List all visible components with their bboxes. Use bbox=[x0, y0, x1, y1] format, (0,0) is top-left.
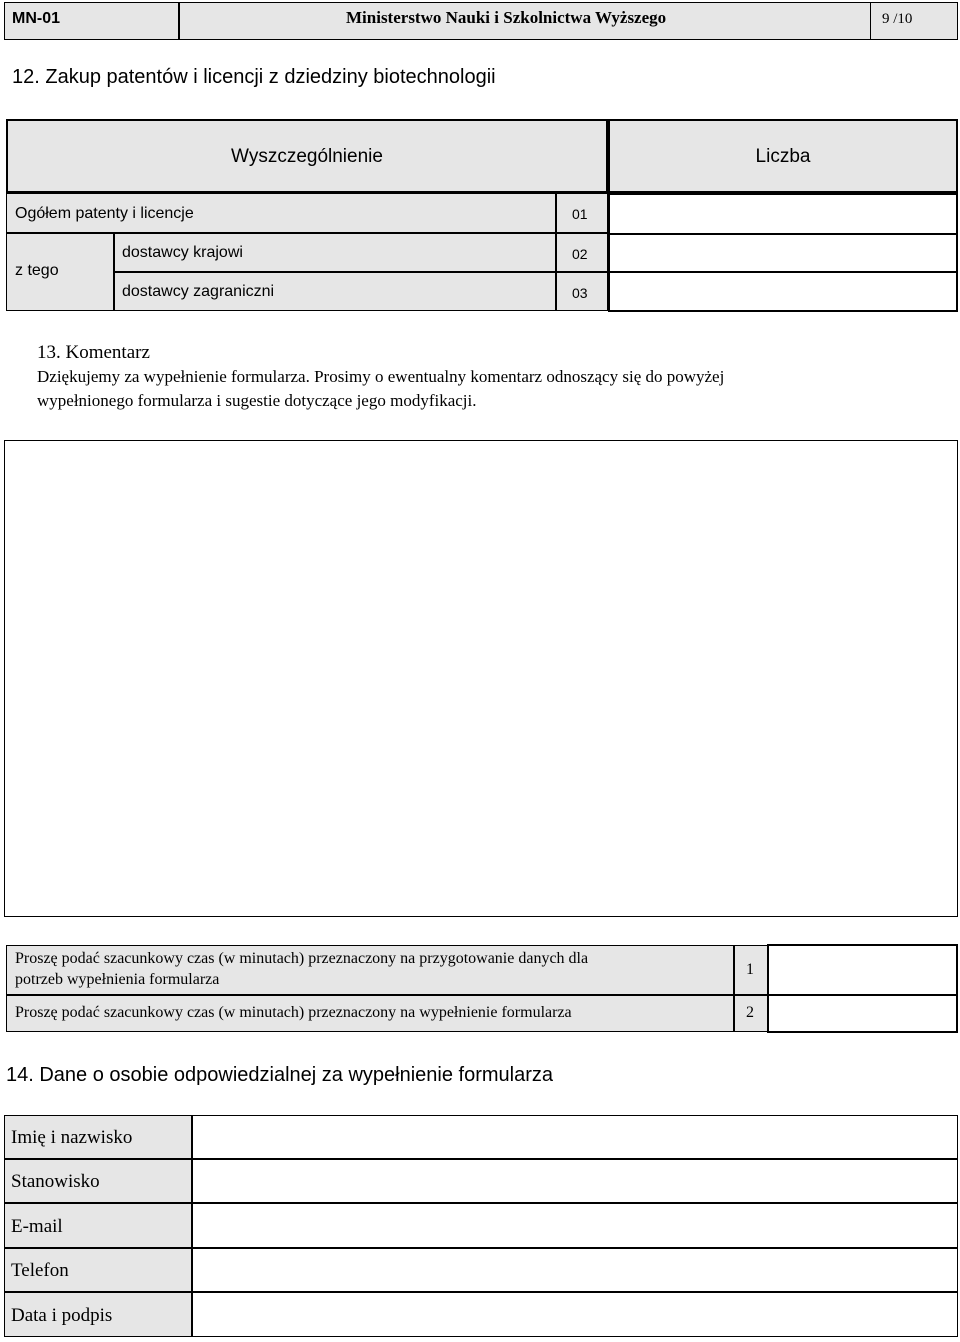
time-q1-input[interactable] bbox=[767, 944, 958, 996]
col-count-label: Liczba bbox=[755, 146, 811, 167]
field-name-label-cell bbox=[4, 1115, 192, 1159]
section14-title: 14. Dane o osobie odpowiedzialnej za wypełnienie formularza bbox=[6, 1064, 554, 1086]
field-position-input[interactable] bbox=[192, 1159, 958, 1203]
field-email-label: E-mail bbox=[11, 1216, 63, 1237]
field-date-input[interactable] bbox=[192, 1292, 958, 1337]
field-phone-label-cell bbox=[4, 1248, 192, 1292]
time-q2-num-cell bbox=[734, 995, 768, 1032]
time-q2-cell bbox=[6, 995, 734, 1032]
row-02-label: dostawcy krajowi bbox=[122, 244, 243, 261]
section12-header-count bbox=[608, 119, 958, 193]
field-position-label-cell bbox=[4, 1159, 192, 1203]
row-03-label: dostawcy zagraniczni bbox=[122, 283, 275, 300]
comment-textarea[interactable] bbox=[4, 440, 958, 917]
section12-title: 12. Zakup patentów i licencji z dziedziny biotechnologii bbox=[12, 66, 496, 88]
field-phone-label: Telefon bbox=[11, 1260, 69, 1281]
time-q1-line1: Proszę podać szacunkowy czas (w minutach) przeznaczony na przygotowanie danych dla bbox=[15, 950, 589, 967]
form-code: MN-01 bbox=[12, 10, 61, 27]
page-number: 9 /10 bbox=[882, 11, 913, 27]
row-01-code: 01 bbox=[572, 206, 588, 222]
row-01-code-cell bbox=[556, 193, 608, 233]
row-02-label-cell bbox=[114, 233, 556, 272]
group-label-cell bbox=[6, 233, 114, 311]
time-q1-num: 1 bbox=[746, 961, 754, 978]
field-date-label-cell bbox=[4, 1292, 192, 1337]
time-q2-num: 2 bbox=[746, 1004, 754, 1021]
time-q1-line2: potrzeb wypełnienia formularza bbox=[15, 971, 220, 988]
header-divider-2 bbox=[870, 2, 871, 40]
row-01-count-input[interactable] bbox=[608, 193, 958, 235]
field-name-input[interactable] bbox=[192, 1115, 958, 1159]
field-date-label: Data i podpis bbox=[11, 1305, 113, 1326]
header-divider-1 bbox=[178, 2, 180, 40]
field-position-label: Stanowisko bbox=[11, 1171, 100, 1192]
row-02-code: 02 bbox=[572, 246, 588, 262]
field-email-input[interactable] bbox=[192, 1203, 958, 1248]
field-name-label: Imię i nazwisko bbox=[11, 1127, 133, 1148]
section13-text-line2: wypełnionego formularza i sugestie dotyczące jego modyfikacji. bbox=[37, 391, 477, 410]
section13-text-line1: Dziękujemy za wypełnienie formularza. Prosimy o ewentualny komentarz odnoszący się do powyżej bbox=[37, 367, 725, 386]
col-desc-label: Wyszczególnienie bbox=[231, 146, 383, 167]
row-02-code-cell bbox=[556, 233, 608, 272]
field-phone-input[interactable] bbox=[192, 1248, 958, 1292]
time-q2-input[interactable] bbox=[767, 994, 958, 1033]
group-label: z tego bbox=[15, 262, 59, 279]
row-03-count-input[interactable] bbox=[608, 271, 958, 312]
row-03-label-cell bbox=[114, 272, 556, 311]
ministry-name: Ministerstwo Nauki i Szkolnictwa Wyższego bbox=[346, 8, 667, 27]
section12-header-desc bbox=[6, 119, 608, 193]
time-q1-cell bbox=[6, 945, 734, 995]
field-email-label-cell bbox=[4, 1203, 192, 1248]
row-03-code-cell bbox=[556, 272, 608, 311]
row-01-label-cell bbox=[6, 193, 556, 233]
section13-title: 13. Komentarz bbox=[37, 342, 150, 363]
time-q1-num-cell bbox=[734, 945, 768, 995]
row-01-label: Ogółem patenty i licencje bbox=[15, 205, 194, 222]
time-q2-text: Proszę podać szacunkowy czas (w minutach) przeznaczony na wypełnienie formularza bbox=[15, 1004, 572, 1021]
row-02-count-input[interactable] bbox=[608, 233, 958, 273]
row-03-code: 03 bbox=[572, 285, 588, 301]
